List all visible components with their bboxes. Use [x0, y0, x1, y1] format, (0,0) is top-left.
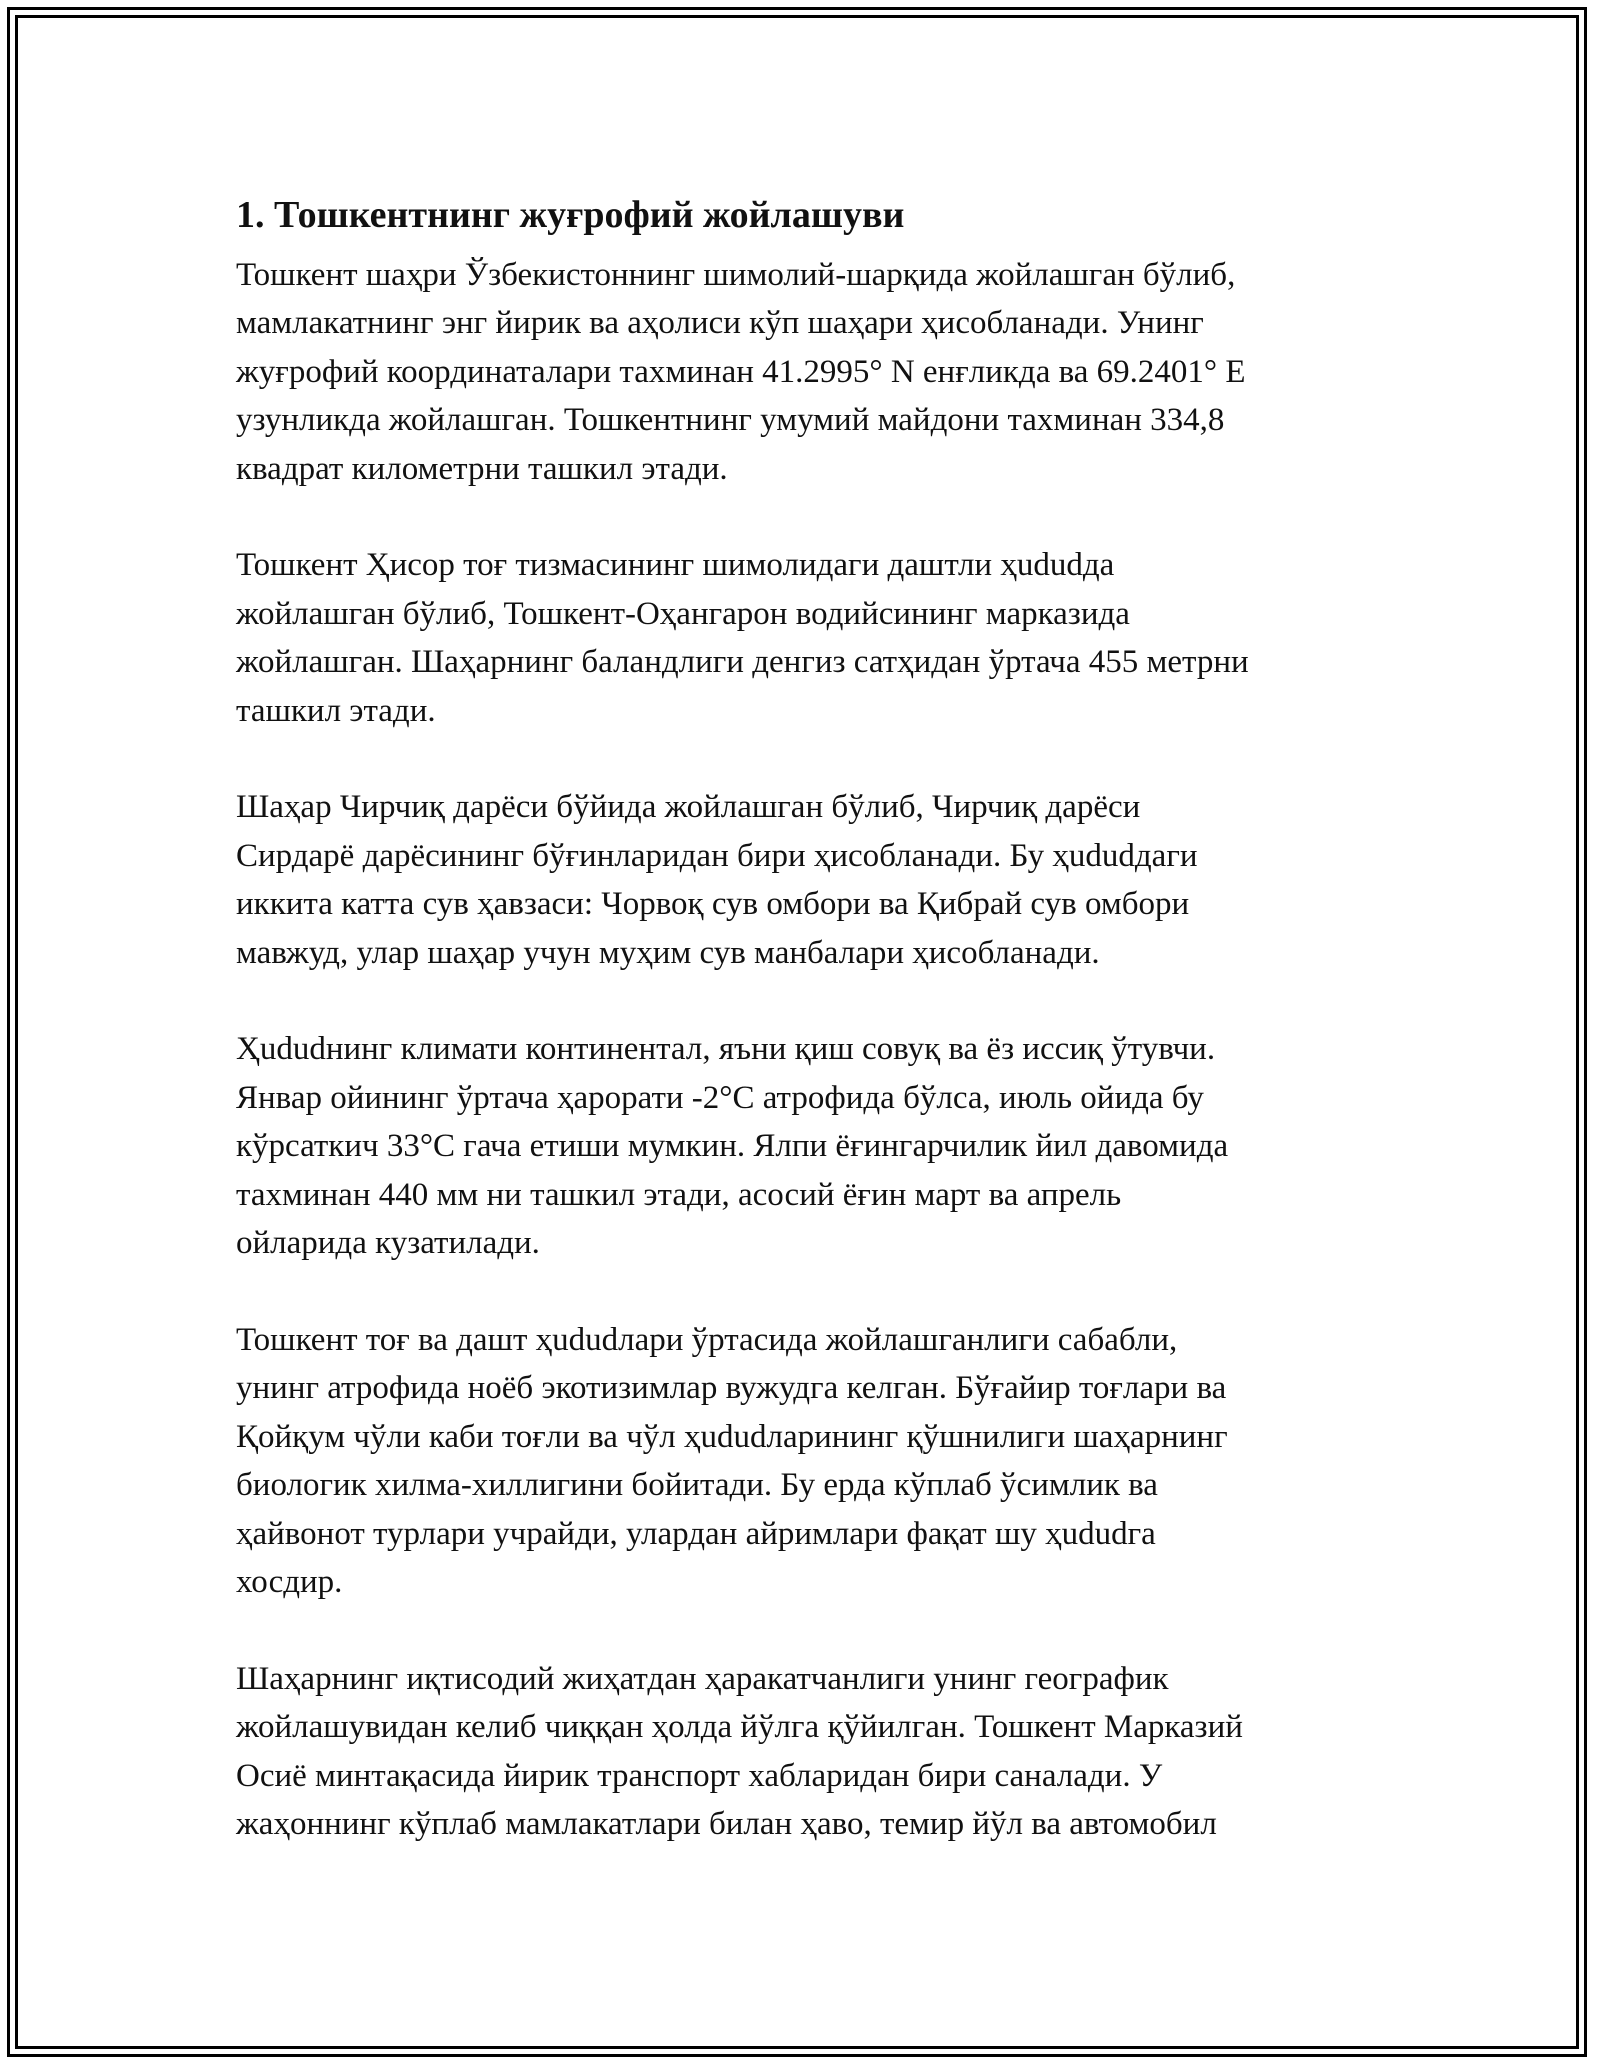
paragraph-rivers: Шаҳар Чирчиқ дарёси бўйида жойлашган бўлиб, Чирчиқ дарёси Сирдарё дарёсининг бўғинларидан бири ҳисобланади. Бу ҳududдаги иккита катта сув ҳавзаси: Чорвоқ сув омбори ва Қибрай сув омбори мавжуд, улар шаҳар учун муҳим сув манбалари ҳисобланади. — [236, 789, 1198, 971]
paragraph-economy: Шаҳарнинг иқтисодий жиҳатдан ҳаракатчанлиги унинг географик жойлашувидан келиб чиққан ҳолда йўлга қўйилган. Тошкент Марказий Осиё минтақасида йирик транспорт хабларидан бири саналади. У жаҳоннинг кўплаб мамлакатлари билан ҳаво, темир йўл ва автомобил — [236, 1660, 1243, 1842]
document-body — [236, 186, 1376, 1848]
paragraph-location: Тошкент шаҳри Ўзбекистоннинг шимолий-шарқида жойлашган бўлиб, мамлакатнинг энг йирик ва аҳолиси кўп шаҳари ҳисобланади. Унинг жуғрофий координаталари тахминан 41.2995° N енғликда ва 69.2401° E узунликда жойлашган. Тошкентнинг умумий майдони тахминан 334,8 квадрат километрни ташкил этади. — [236, 257, 1246, 487]
paragraph-terrain: Тошкент Ҳисор тоғ тизмасининг шимолидаги даштли ҳududда жойлашган бўлиб, Тошкент-Оҳангарон водийсининг марказида жойлашган. Шаҳарнинг баландлиги денгиз сатҳидан ўртача 455 метрни ташкил этади. — [236, 547, 1249, 729]
paragraph-ecosystems: Тошкент тоғ ва дашт ҳududлари ўртасида жойлашганлиги сабабли, унинг атрофида ноёб экотизимлар вужудга келган. Бўғайир тоғлари ва Қойқум чўли каби тоғли ва чўл ҳududларининг қўшнилиги шаҳарнинг биологик хилма-хиллигини бойитади. Бу ерда кўплаб ўсимлик ва ҳайвонот турлари учрайди, улардан айримлари фақат шу ҳududга хосдир. — [236, 1321, 1228, 1600]
paragraph-climate: Ҳududнинг климати континентал, яъни қиш совуқ ва ёз иссиқ ўтувчи. Январ ойининг ўртача ҳарорати -2°C атрофида бўлса, июль ойида бу кўрсаткич 33°C гача етиши мумкин. Ялпи ёғингарчилик йил давомида тахминан 440 мм ни ташкил этади, асосий ёғин март ва апрель ойларида кузатилади. — [236, 1031, 1229, 1262]
section-heading: 1. Тошкентнинг жуғрофий жойлашуви — [236, 194, 905, 236]
